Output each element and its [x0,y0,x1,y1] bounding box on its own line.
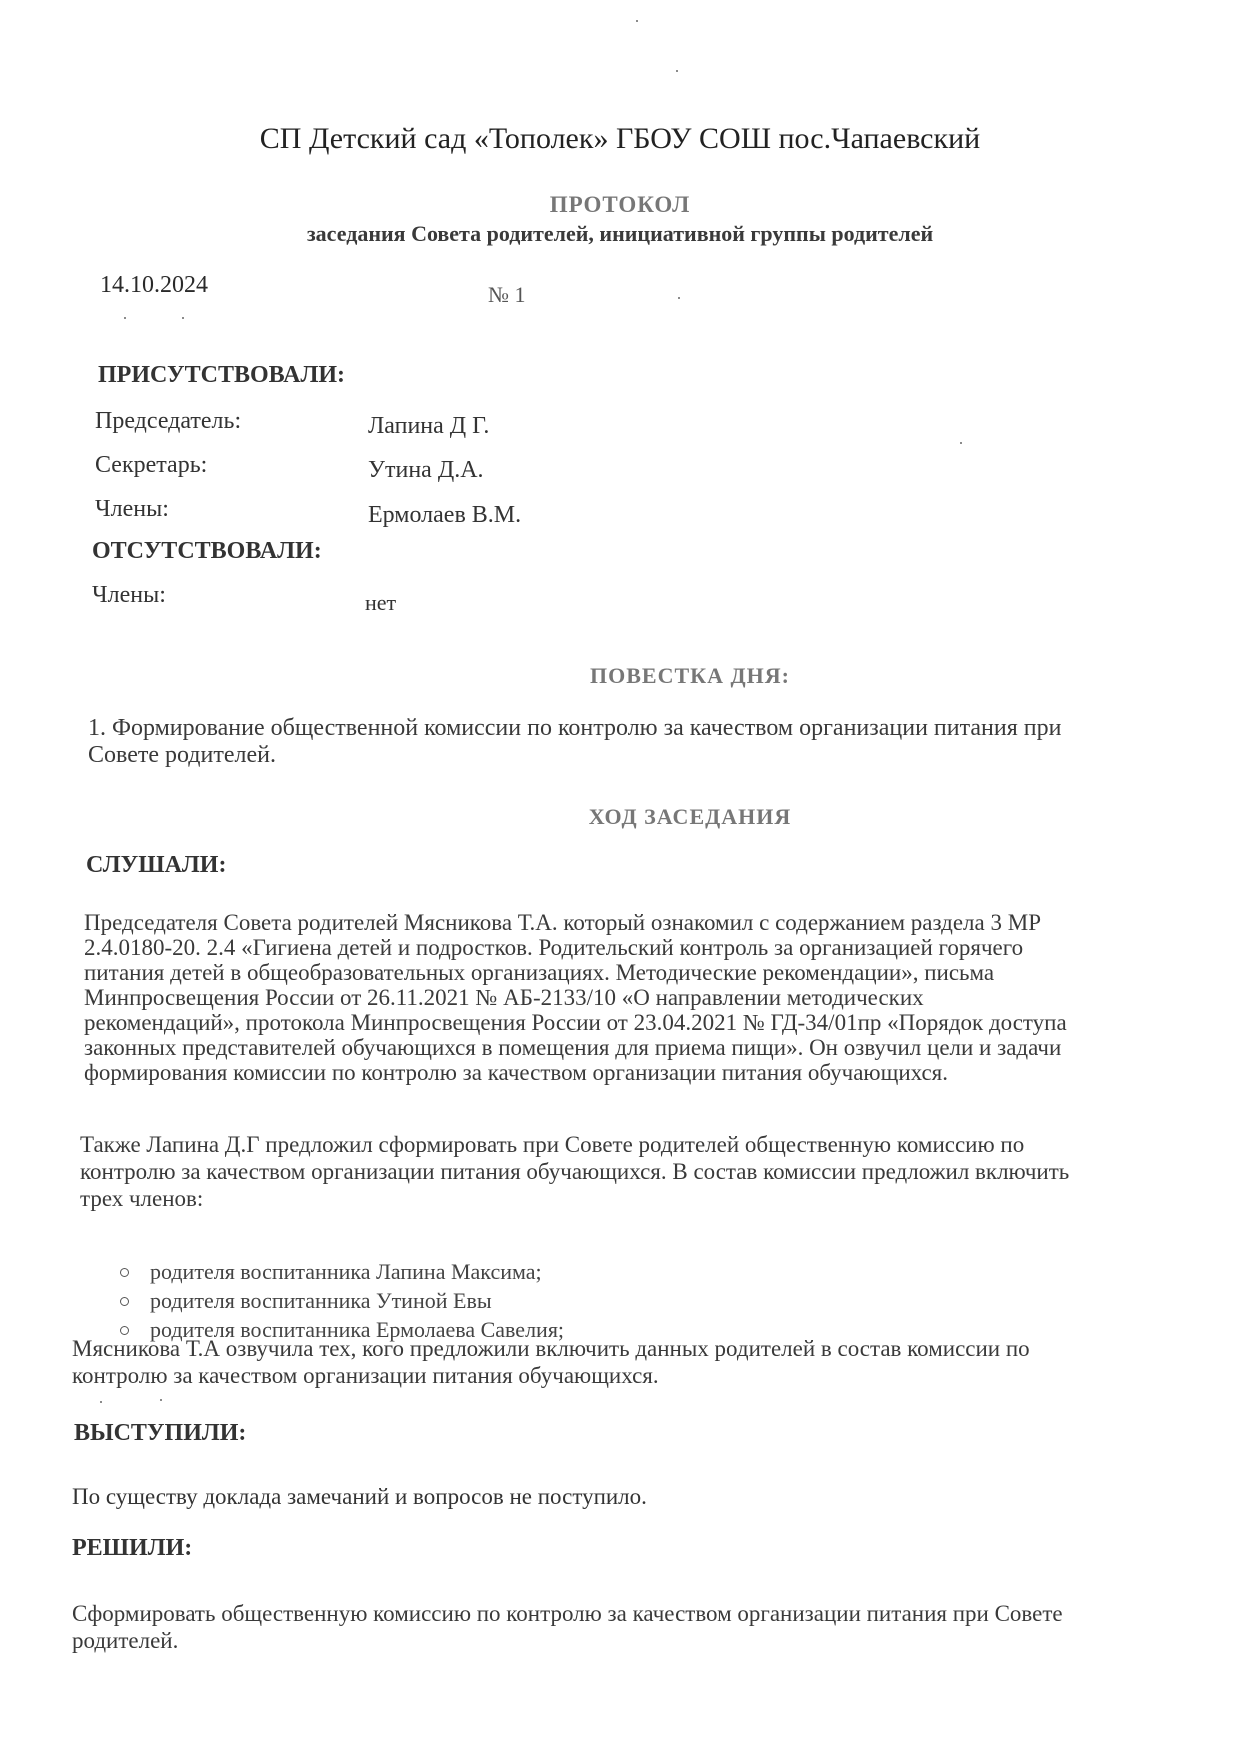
text-line: Председателя Совета родителей Мясникова Т.А. который ознакомил с содержанием раздела 3 МР [84,910,1041,935]
scan-speck [678,297,680,299]
scan-speck [676,70,678,72]
text-line: родителей. [72,1628,179,1653]
absent-members-value: нет [365,590,397,615]
document-subtitle: заседания Совета родителей, инициативной группы родителей [306,221,934,246]
document-title: ПРОТОКОЛ [549,192,691,217]
listened-heading: СЛУШАЛИ: [86,852,227,878]
scan-speck [636,20,638,22]
agenda-line: 1. Формирование общественной комиссии по контролю за качеством организации питания при [88,715,1062,741]
listened-paragraph-2 [80,1131,1069,1212]
decided-heading: РЕШИЛИ: [72,1535,193,1561]
text-line: Минпросвещения России от 26.11.2021 № АБ-2133/10 «О направлении методических [84,985,924,1010]
text-line: питания детей в общеобразовательных организациях. Методические рекомендации», письма [84,960,995,985]
text-line: Мясникова Т.А озвучила тех, кого предложили включить данных родителей в состав комиссии по [72,1336,1030,1361]
present-heading: ПРИСУТСТВОВАЛИ: [98,362,346,388]
chairman-label: Председатель: [95,408,242,434]
organization-name: СП Детский сад «Тополек» ГБОУ СОШ пос.Чапаевский [259,122,981,155]
protocol-date: 14.10.2024 [100,272,208,298]
text-line: Сформировать общественную комиссию по контролю за качеством организации питания при Совете [72,1601,1063,1626]
agenda-line: Совете родителей. [88,742,276,768]
bullet-icon [120,1326,129,1335]
text-line: рекомендаций», протокола Минпросвещения России от 23.04.2021 № ГД-34/01пр «Порядок доступа [84,1010,1067,1035]
bullet-icon [120,1297,129,1306]
listened-paragraph-1 [84,910,1067,1085]
list-item: родителя воспитанника Ермолаева Савелия; [120,1315,564,1344]
text-line: 2.4.0180-20. 2.4 «Гигиена детей и подростков. Родительский контроль за организацией горячего [84,935,1024,960]
listened-paragraph-3 [72,1335,1030,1389]
scan-speck [182,317,184,319]
secretary-value: Утина Д.А. [368,457,484,483]
candidate-list [120,1257,564,1344]
spoke-text: По существу доклада замечаний и вопросов не поступило. [72,1484,647,1509]
scan-speck [160,1399,162,1401]
text-line: законных представителей обучающихся в помещения для приема пищи». Он озвучил цели и задачи [84,1035,1062,1060]
text-line: контролю за качеством организации питания обучающихся. [72,1363,659,1388]
text-line: Также Лапина Д.Г предложил сформировать при Совете родителей общественную комиссию по [80,1132,1025,1157]
absent-members-label: Члены: [92,582,166,608]
text-line: трех членов: [80,1186,204,1211]
chairman-value: Лапина Д Г. [368,413,490,439]
members-value: Ермолаев В.М. [368,502,522,528]
secretary-label: Секретарь: [95,452,208,478]
scan-speck [124,317,126,319]
scan-speck [100,1401,102,1403]
proceedings-heading: ХОД ЗАСЕДАНИЯ [588,804,792,829]
agenda-heading: ПОВЕСТКА ДНЯ: [590,663,790,688]
agenda-text [88,715,1061,769]
text-line: контролю за качеством организации питания обучающихся. В состав комиссии предложил включить [80,1159,1070,1184]
text-line: формирования комиссии по контролю за качеством организации питания обучающихся. [84,1060,949,1085]
bullet-icon [120,1268,129,1277]
spoke-heading: ВЫСТУПИЛИ: [74,1420,247,1446]
members-label: Члены: [95,496,169,522]
protocol-number: № 1 [488,282,526,307]
absent-heading: ОТСУТСТВОВАЛИ: [92,538,322,564]
list-item: родителя воспитанника Лапина Максима; [120,1257,564,1286]
list-item: родителя воспитанника Утиной Евы [120,1286,564,1315]
decided-text [72,1600,1063,1654]
scan-speck [960,442,962,444]
